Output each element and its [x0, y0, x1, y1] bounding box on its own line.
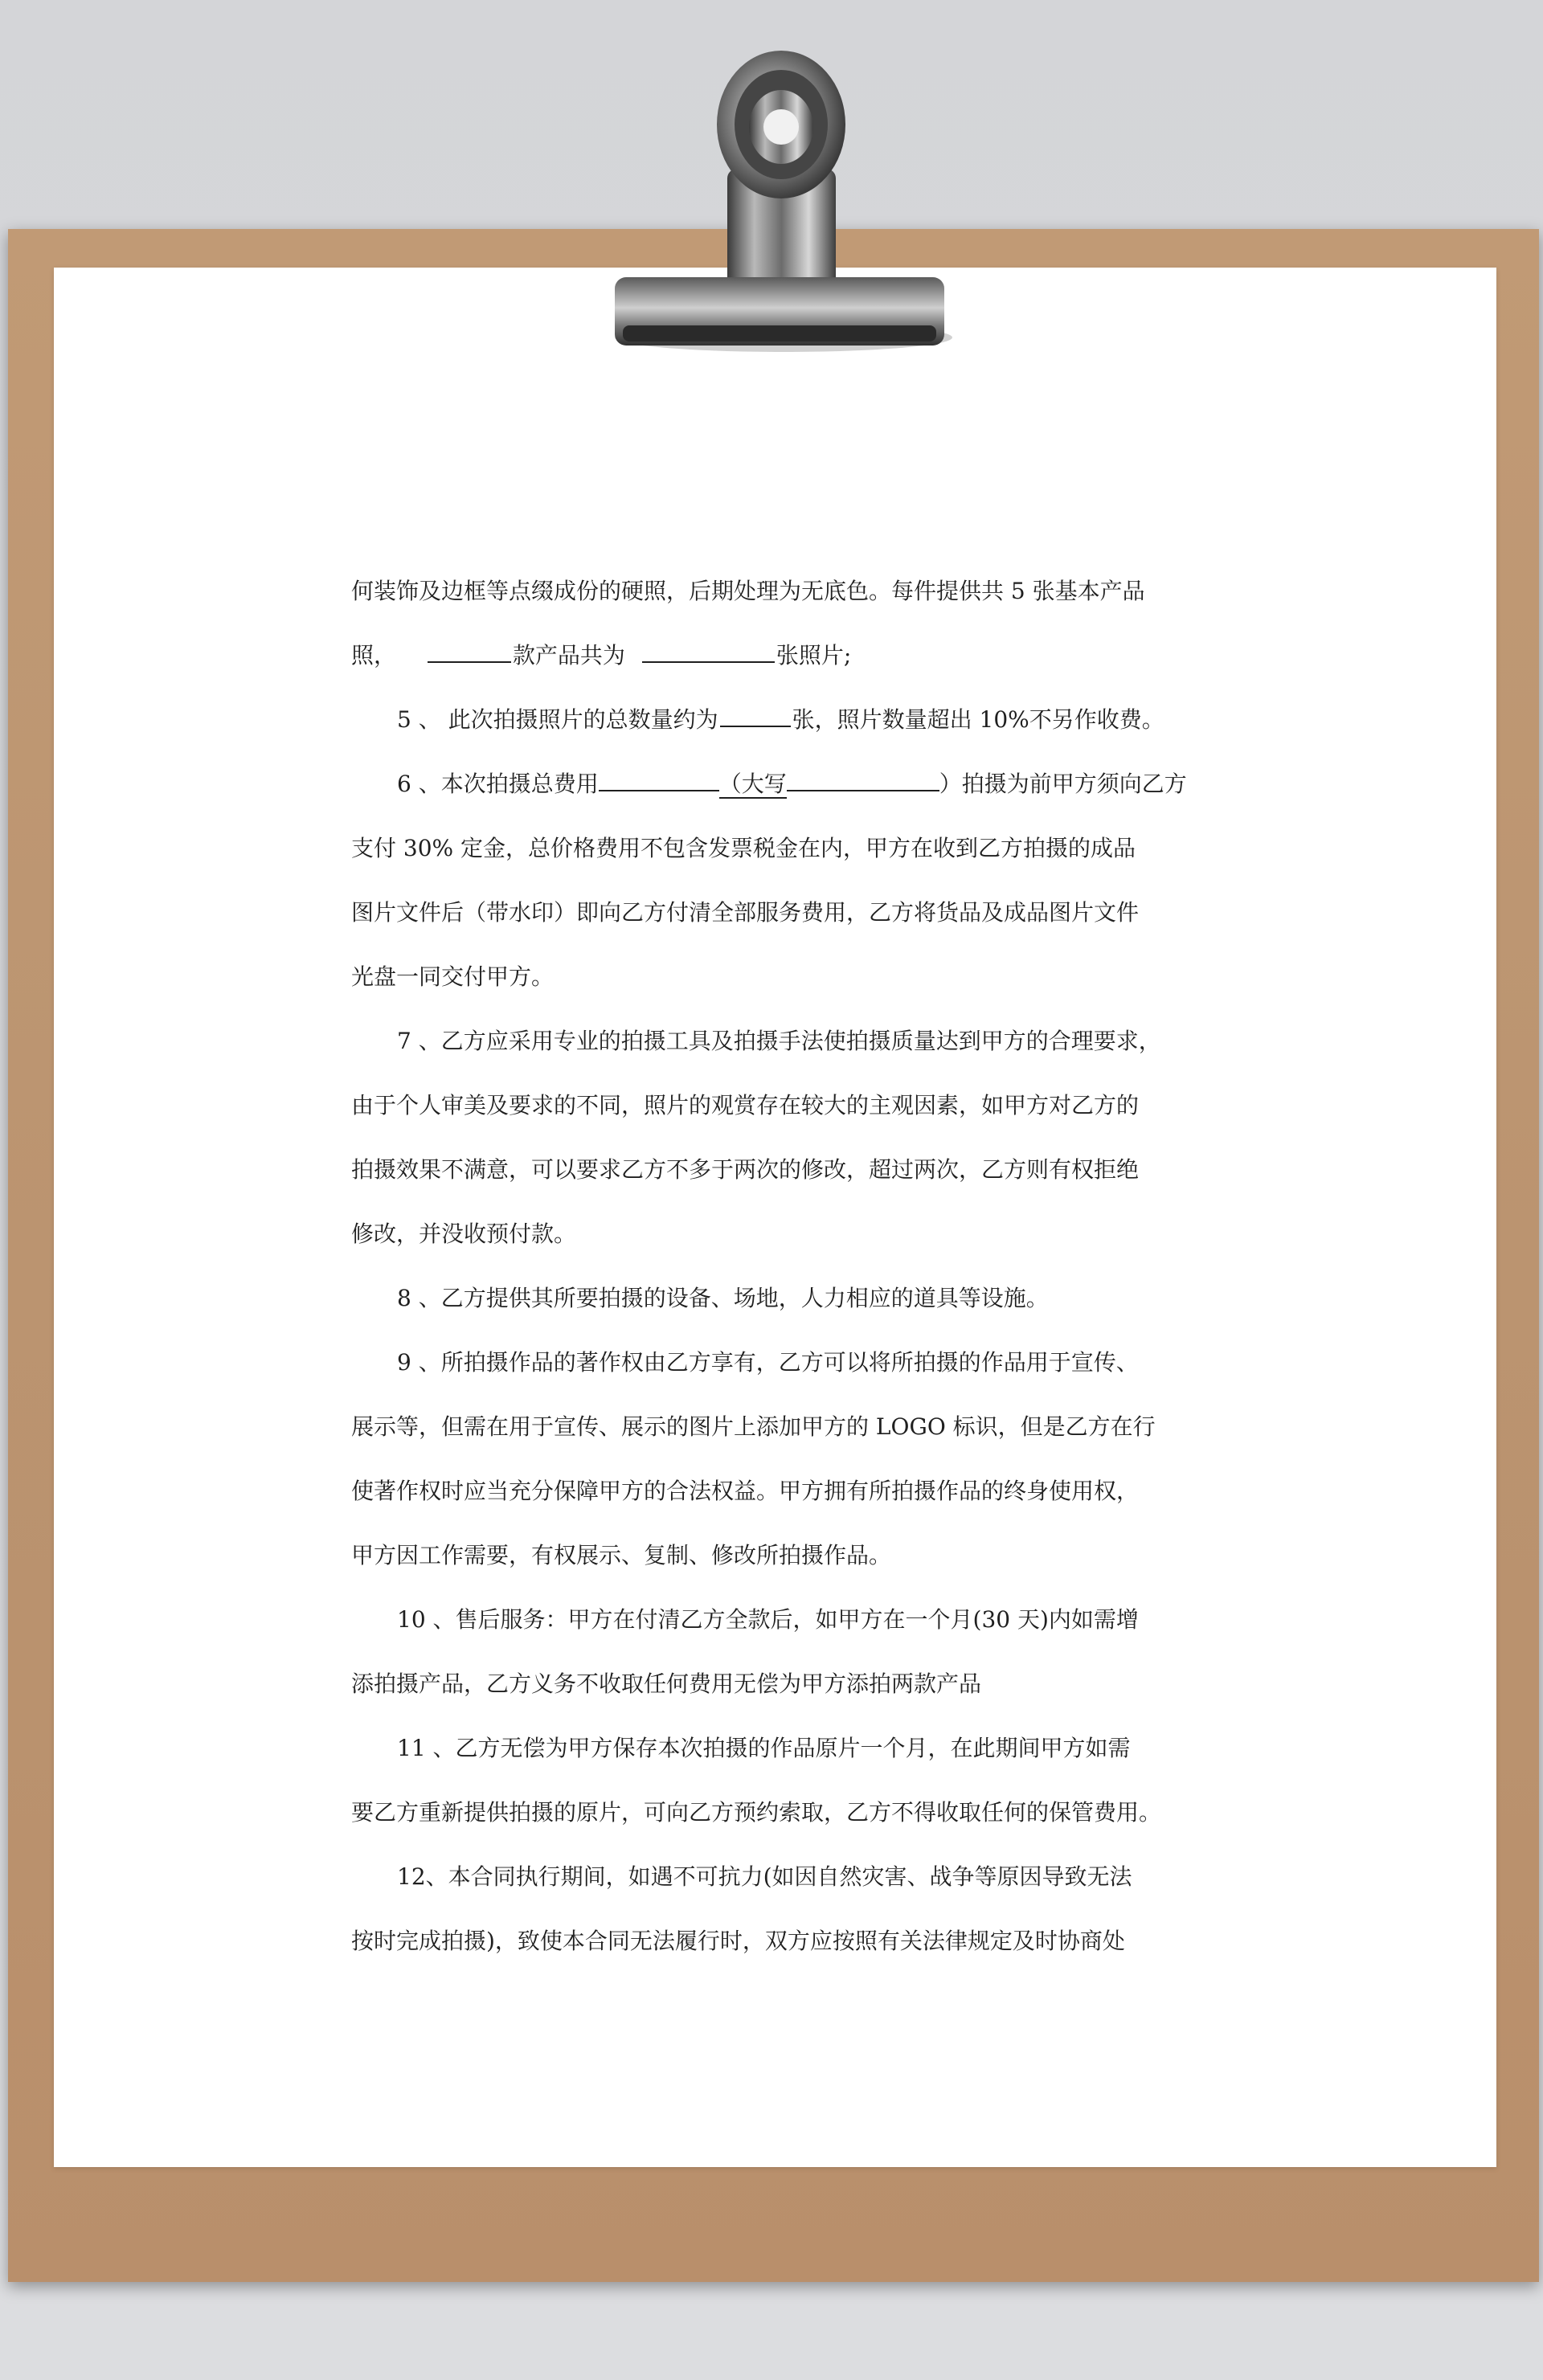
- blank-field: [599, 766, 719, 791]
- contract-text: [351, 559, 1192, 1973]
- text-line: 图片文件后（带水印）即向乙方付清全部服务费用，乙方将货品及成品图片文件: [351, 899, 1140, 926]
- text-line: 甲方因工作需要，有权展示、复制、修改所拍摄作品。: [351, 1542, 892, 1568]
- text-line: 11 、乙方无偿为甲方保存本次拍摄的作品原片一个月，在此期间甲方如需: [397, 1735, 1131, 1761]
- text-line: 拍摄效果不满意，可以要求乙方不多于两次的修改，超过两次，乙方则有权拒绝: [351, 1156, 1140, 1183]
- text-line-with-blanks: 6 、本次拍摄总费用 （大写 ）拍摄为前甲方须向乙方: [351, 752, 1192, 816]
- blank-field: [642, 637, 775, 663]
- blank-field: [787, 766, 939, 791]
- text-line: 修改，并没收预付款。: [351, 1221, 577, 1247]
- text-line: 12、本合同执行期间，如遇不可抗力(如因自然灾害、战争等原因导致无法: [397, 1863, 1132, 1890]
- text-line-with-blanks: 照， 款产品共为 张照片;: [351, 624, 1192, 688]
- text-line: 何装饰及边框等点缀成份的硬照，后期处理为无底色。每件提供共 5 张基本产品: [351, 578, 1145, 604]
- text-line: 添拍摄产品，乙方义务不收取任何费用无偿为甲方添拍两款产品: [351, 1670, 982, 1697]
- text-line: 10 、售后服务：甲方在付清乙方全款后，如甲方在一个月(30 天)内如需增: [397, 1606, 1139, 1633]
- text-line: 光盘一同交付甲方。: [351, 963, 555, 990]
- blank-field: [720, 701, 791, 727]
- text-line: 要乙方重新提供拍摄的原片，可向乙方预约索取，乙方不得收取任何的保管费用。: [351, 1799, 1162, 1826]
- text-line: 由于个人审美及要求的不同，照片的观赏存在较大的主观因素，如甲方对乙方的: [351, 1092, 1140, 1118]
- text-line: 支付 30% 定金，总价格费用不包含发票税金在内，甲方在收到乙方拍摄的成品: [351, 835, 1136, 861]
- text-line: 9 、所拍摄作品的著作权由乙方享有，乙方可以将所拍摄的作品用于宣传、: [397, 1349, 1139, 1376]
- text-line: 7 、乙方应采用专业的拍摄工具及拍摄手法使拍摄质量达到甲方的合理要求，: [397, 1028, 1161, 1054]
- text-line: 按时完成拍摄)，致使本合同无法履行时，双方应按照有关法律规定及时协商处: [351, 1928, 1125, 1954]
- blank-field: [428, 637, 511, 663]
- text-line: 使著作权时应当充分保障甲方的合法权益。甲方拥有所拍摄作品的终身使用权，: [351, 1478, 1140, 1504]
- text-line-with-blanks: 5 、 此次拍摄照片的总数量约为 张，照片数量超出 10%不另作收费。: [351, 688, 1192, 752]
- text-line: 8 、乙方提供其所要拍摄的设备、场地，人力相应的道具等设施。: [397, 1285, 1049, 1311]
- text-line: 展示等，但需在用于宣传、展示的图片上添加甲方的 LOGO 标识，但是乙方在行: [351, 1413, 1156, 1440]
